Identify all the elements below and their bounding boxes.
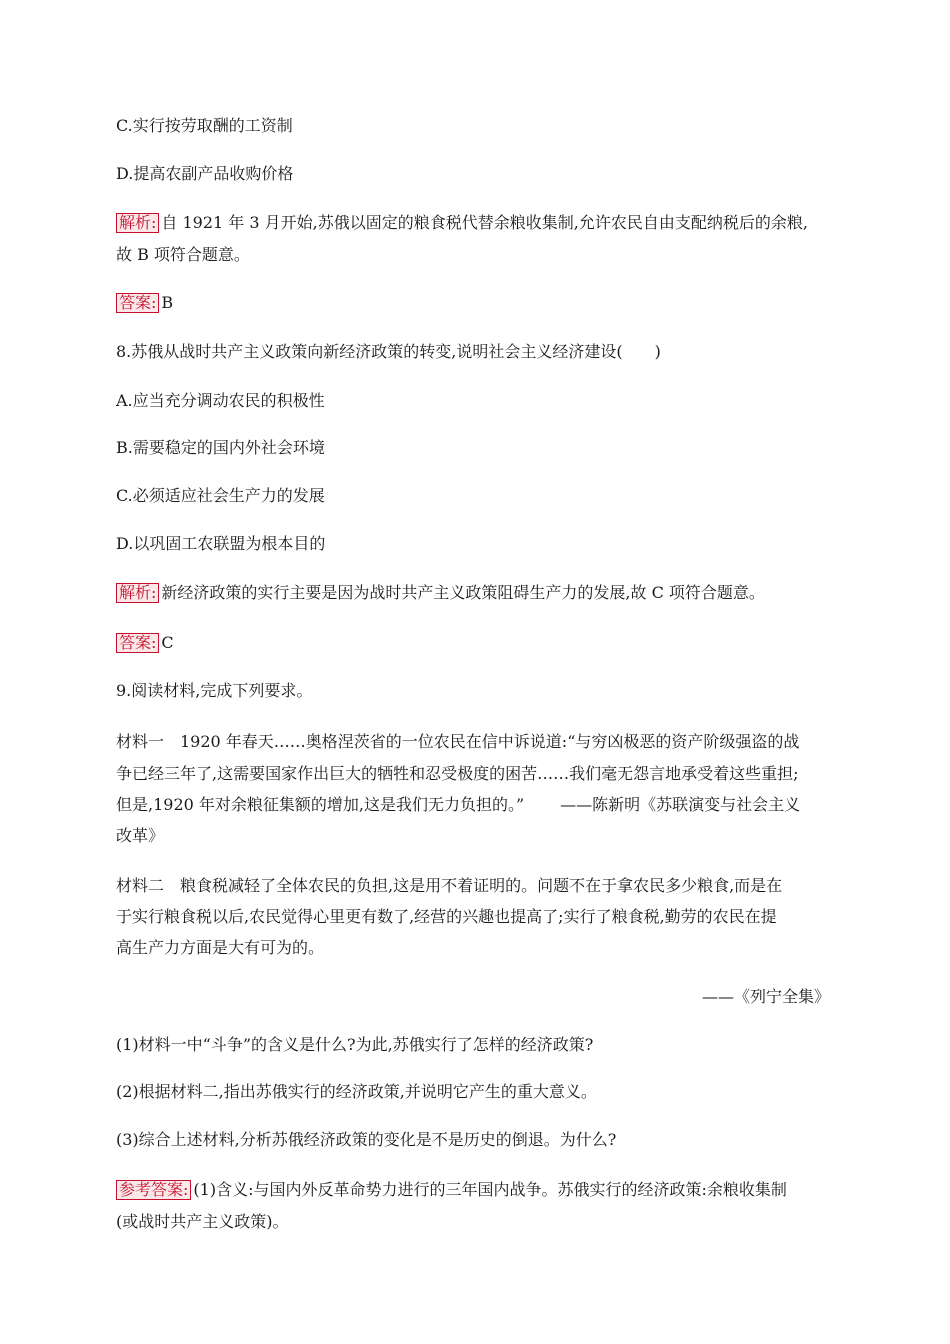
material1-line4: 改革》 [116,826,165,845]
q9-reference-answer [116,1180,787,1200]
reference-answer-label: 参考答案: [116,1180,191,1200]
q8-answer-value: C [161,633,174,652]
material1-line2: 争已经三年了,这需要国家作出巨大的牺牲和忍受极度的困苦……我们毫无怨言地承受着这些重担; [116,764,799,783]
material1-line3 [116,797,800,813]
q8-option-d: D.以巩固工农联盟为根本目的 [116,534,326,553]
analysis-label: 解析: [116,583,159,603]
q8-analysis-text: 新经济政策的实行主要是因为战时共产主义政策阻碍生产力的发展,故 C 项符合题意。 [161,583,765,602]
material2-line2: 于实行粮食税以后,农民觉得心里更有数了,经营的兴趣也提高了;实行了粮食税,勤劳的农民在提 [116,907,777,926]
q7-analysis-text: 自 1921 年 3 月开始,苏俄以固定的粮食税代替余粮收集制,允许农民自由支配纳税后的余粮, [161,213,808,232]
q8-option-a: A.应当充分调动农民的积极性 [116,391,325,410]
q8-option-c: C.必须适应社会生产力的发展 [116,486,325,505]
material1-quote-end: 但是,1920 年对余粮征集额的增加,这是我们无力负担的。” [116,795,525,814]
answer-label: 答案: [116,293,159,313]
reference-answer-text: (1)含义:与国内外反革命势力进行的三年国内战争。苏俄实行的经济政策:余粮收集制 [193,1180,787,1199]
q7-option-d: D.提高农副产品收购价格 [116,164,294,183]
analysis-label: 解析: [116,213,159,233]
q9-sub3: (3)综合上述材料,分析苏俄经济政策的变化是不是历史的倒退。为什么? [116,1130,617,1149]
q9-reference-answer-cont: (或战时共产主义政策)。 [116,1212,289,1231]
q9-sub1: (1)材料一中“斗争”的含义是什么?为此,苏俄实行了怎样的经济政策? [116,1035,594,1054]
q7-option-c: C.实行按劳取酬的工资制 [116,116,293,135]
material2-line3: 高生产力方面是大有可为的。 [116,938,325,957]
q8-stem: 8.苏俄从战时共产主义政策向新经济政策的转变,说明社会主义经济建设( ) [116,342,661,361]
q8-analysis [116,583,765,603]
q8-answer [116,633,174,653]
q7-analysis [116,213,808,233]
material1-line1: 材料一 1920 年春天……奥格涅茨省的一位农民在信中诉说道:“与穷凶极恶的资产阶级强盗的战 [116,732,800,751]
material2-source: ——《列宁全集》 [701,987,830,1006]
material1-source: ——陈新明《苏联演变与社会主义 [560,795,801,814]
q7-analysis-cont: 故 B 项符合题意。 [116,245,250,264]
q9-stem: 9.阅读材料,完成下列要求。 [116,681,313,700]
q7-answer [116,293,173,313]
material2-line1: 材料二 粮食税减轻了全体农民的负担,这是用不着证明的。问题不在于拿农民多少粮食,而是在 [116,876,783,895]
q8-option-b: B.需要稳定的国内外社会环境 [116,438,325,457]
q9-sub2: (2)根据材料二,指出苏俄实行的经济政策,并说明它产生的重大意义。 [116,1082,597,1101]
answer-label: 答案: [116,633,159,653]
q7-answer-value: B [161,293,174,312]
